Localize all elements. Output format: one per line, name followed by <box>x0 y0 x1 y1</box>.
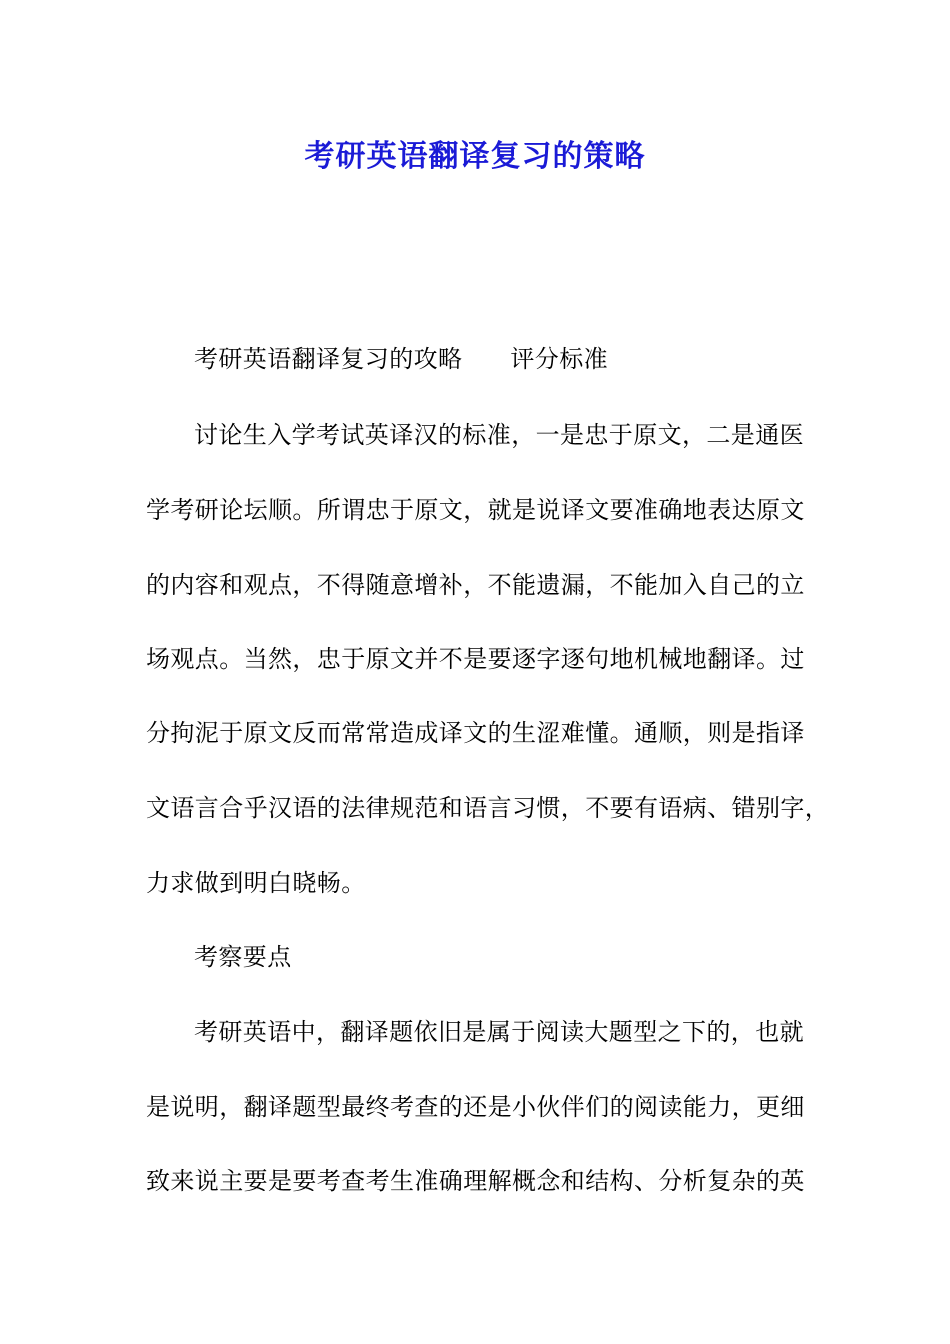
paragraph1-line: 学考研论坛顺。所谓忠于原文，就是说译文要准确地表达原文 <box>146 496 805 524</box>
paragraph2-line: 考研英语中，翻译题依旧是属于阅读大题型之下的，也就 <box>194 1018 804 1046</box>
document-title: 考研英语翻译复习的策略 <box>304 139 646 174</box>
paragraph1-line: 的内容和观点，不得随意增补，不能遗漏，不能加入自己的立 <box>146 571 805 599</box>
section-heading: 考察要点 <box>194 943 292 971</box>
paragraph2-line: 是说明，翻译题型最终考查的还是小伙伴们的阅读能力，更细 <box>146 1093 805 1121</box>
paragraph2-line: 致来说主要是要考查考生准确理解概念和结构、分析复杂的英 <box>146 1167 805 1195</box>
paragraph1-line: 讨论生入学考试英译汉的标准，一是忠于原文，二是通医 <box>194 421 804 449</box>
heading-right: 评分标准 <box>510 345 609 373</box>
paragraph1-line: 力求做到明白晓畅。 <box>146 869 366 897</box>
heading-left: 考研英语翻译复习的攻略 <box>194 345 463 373</box>
paragraph1-line: 文语言合乎汉语的法律规范和语言习惯，不要有语病、错别字， <box>146 794 830 822</box>
paragraph1-line: 场观点。当然，忠于原文并不是要逐字逐句地机械地翻译。过 <box>146 645 805 673</box>
heading-line <box>194 344 608 374</box>
paragraph1-line: 分拘泥于原文反而常常造成译文的生涩难懂。通顺，则是指译 <box>146 719 805 747</box>
